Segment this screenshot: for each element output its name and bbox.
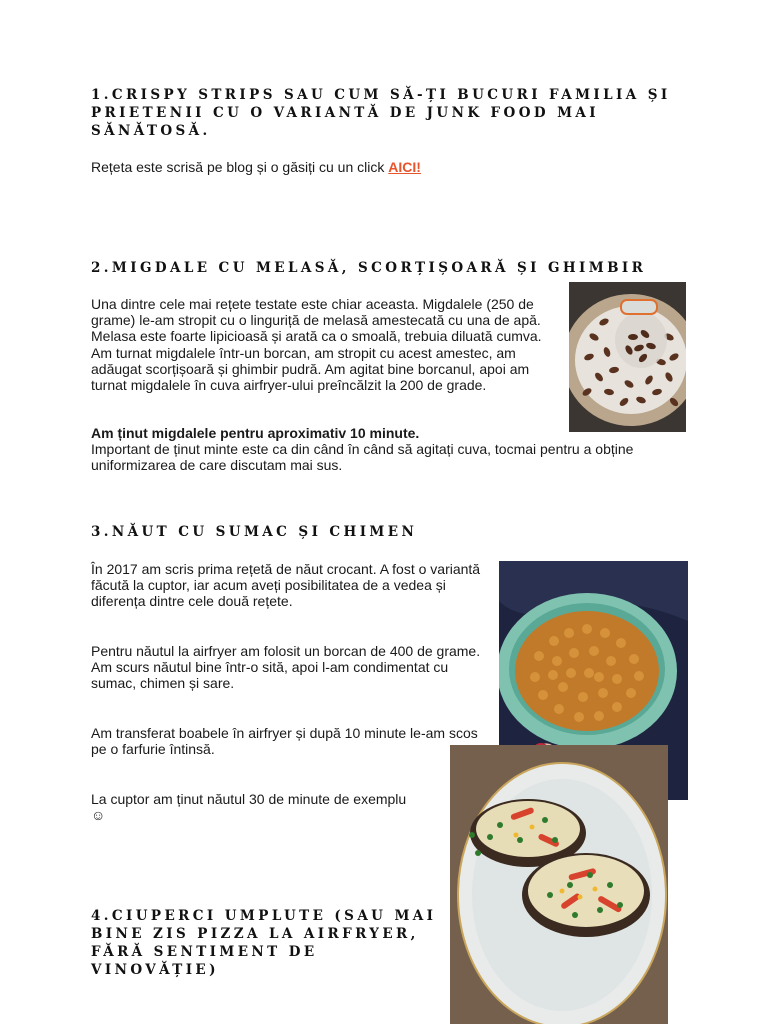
- section-2-paragraph-4: Important de ținut minte este ca din când în când să agitați cuva, tocmai pentru a obține uniformizarea de care discutam mai sus.: [91, 441, 634, 474]
- section-2-heading: 2.MIGDALE CU MELASĂ, SCORȚIȘOARĂ ȘI GHIMBIR: [91, 260, 647, 276]
- almonds-photo: [569, 282, 686, 432]
- section-1-text-body: Rețeta este scrisă pe blog și o găsiți cu un click: [91, 159, 389, 175]
- section-1-heading: 1.CRISPY STRIPS SAU CUM SĂ-ȚI BUCURI FAMILIA ȘI PRIETENII CU O VARIANTĂ DE JUNK FOOD MAI SĂNĂTOSĂ.: [91, 87, 671, 139]
- section-3-paragraph-1: În 2017 am scris prima rețetă de năut crocant. A fost o variantă făcută la cuptor, iar acum aveți posibilitatea de a vedea și diferența dintre cele două rețete.: [91, 561, 481, 610]
- section-1-text: [91, 159, 651, 175]
- section-2-bold-note: Am ținut migdalele pentru aproximativ 10 minute.: [91, 425, 420, 441]
- stuffed-mushrooms-photo: [450, 745, 668, 1024]
- section-3-paragraph-2: Pentru năutul la airfryer am folosit un borcan de 400 de grame. Am scurs năutul bine într-o sită, apoi l-am condimentat cu sumac, chimen și sare.: [91, 643, 481, 692]
- section-2-body: [91, 296, 561, 393]
- section-2-body-wide: [91, 425, 671, 474]
- section-3-paragraph-3: Am transferat boabele în airfryer și după 10 minute le-am scos pe o farfurie întinsă.: [91, 725, 478, 758]
- recipe-link[interactable]: AICI!: [388, 159, 421, 175]
- section-3-heading: 3.NĂUT CU SUMAC ȘI CHIMEN: [91, 524, 418, 540]
- section-3-paragraph-4: La cuptor am ținut năutul 30 de minute de exemplu ☺: [91, 791, 407, 824]
- section-4-heading: 4.CIUPERCI UMPLUTE (SAU MAI BINE ZIS PIZZA LA AIRFRYER, FĂRĂ SENTIMENT DE VINOVĂȚIE): [91, 908, 437, 978]
- section-2-paragraph-1: Una dintre cele mai rețete testate este chiar aceasta. Migdalele (250 de grame) le-am stropit cu o linguriță de melasă amestecată cu una de apă. Melasa este foarte lipicioasă și arată ca o smoală, trebuia diluată cumva.: [91, 296, 542, 345]
- section-2-paragraph-2: Am turnat migdalele într-un borcan, am stropit cu acest amestec, am adăugat scorțișoară și ghimbir pudră. Am agitat bine borcanul, apoi am turnat migdalele în cuva airfryer-ului preîncălzit la 200 de grade.: [91, 344, 530, 394]
